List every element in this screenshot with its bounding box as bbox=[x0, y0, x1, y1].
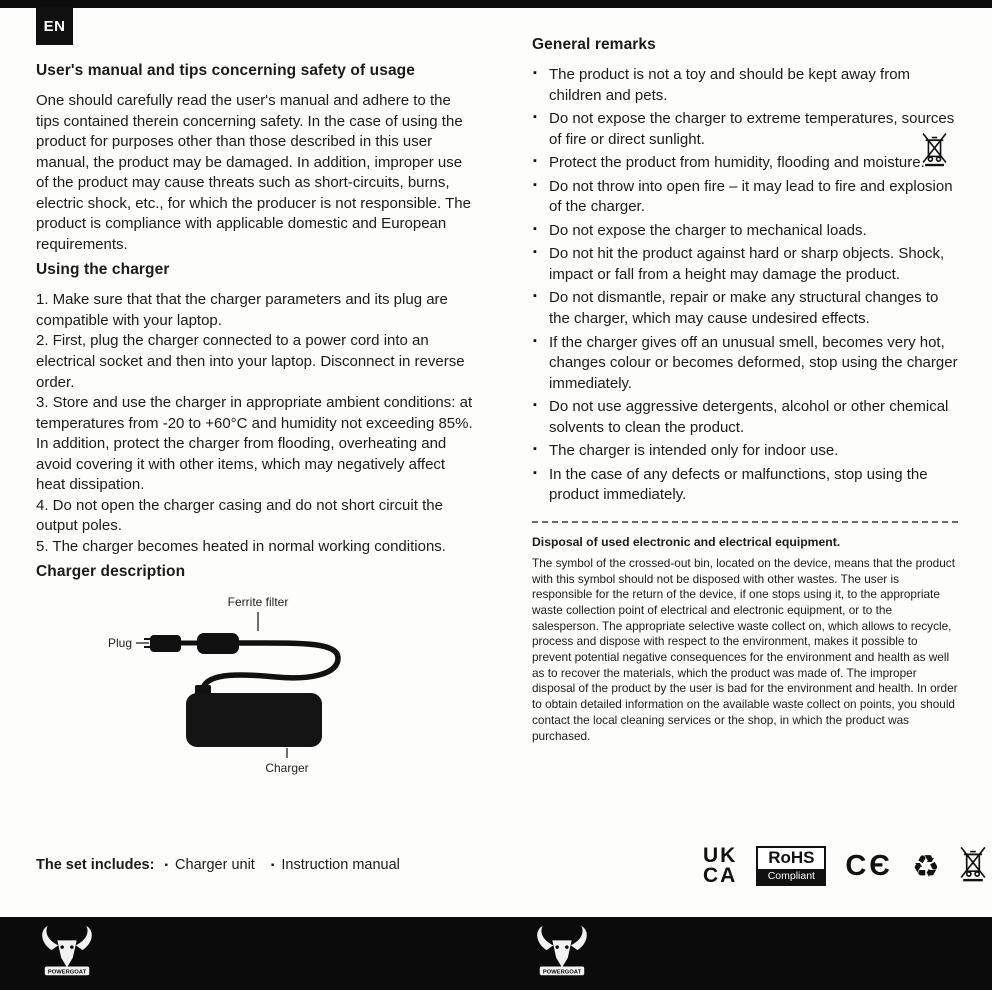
list-item: 1. Make sure that that the charger parameters and its plug are compatible with your laptop. bbox=[36, 291, 448, 329]
weee-bin-icon bbox=[921, 131, 948, 172]
powergoat-logo bbox=[533, 923, 591, 986]
ukca-mark-top: UK bbox=[703, 844, 738, 868]
set-includes-item-text: Instruction manual bbox=[281, 857, 400, 873]
general-remarks-list bbox=[532, 65, 958, 506]
dashed-divider bbox=[532, 521, 958, 523]
disposal-section bbox=[532, 535, 958, 744]
set-includes-row bbox=[36, 857, 412, 873]
using-charger-heading: Using the charger bbox=[36, 261, 170, 279]
using-charger-list bbox=[36, 290, 474, 557]
powergoat-logo-text: POWERGOAT bbox=[542, 969, 582, 976]
bullet-item: ▪ If the charger gives off an unusual smell, becomes very hot, changes colour or becomes deformed, stop using the charger immediately. bbox=[532, 333, 958, 395]
disposal-paragraph: The symbol of the crossed-out bin, located on the device, means that the product with this symbol should not be disposed with other wastes. The user is responsible for the return of the device, if one stops using it, to the appropriate waste collection point of electrical and electronic equipment, or to the salesperson. The appropriate selective waste collect on, which allows to recycle, process and dispose with respect to the environment, makes it possible to prevent potential negative consequences for the environment and health as well as to recover the materials, which the product was made of. The improper disposal of the product by the user is bad for the environment and health. In order to obtain detailed information on the available waste collect on points, you should contact the local cleaning services or the shop, in which the product was purchased. bbox=[532, 555, 958, 743]
bullet-item: ▪ Protect the product from humidity, flooding and moisture. bbox=[532, 153, 958, 174]
list-item: 4. Do not open the charger casing and do not short circuit the output poles. bbox=[36, 496, 443, 535]
ukca-mark bbox=[703, 846, 737, 886]
set-includes-item bbox=[271, 857, 400, 873]
weee-bin-icon bbox=[959, 845, 987, 887]
bullet-item: ▪ In the case of any defects or malfunctions, stop using the product immediately. bbox=[532, 465, 958, 506]
list-item: 3. Store and use the charger in appropriate ambient conditions: at temperatures from -20 to +60°C and humidity not exceeding 85%. In addition, protect the charger from flooding, overheating and avoid covering it with other items, which may negatively affect heat dissipation. bbox=[36, 394, 473, 494]
rohs-mark bbox=[756, 846, 826, 885]
charger-brick-shape bbox=[186, 693, 322, 747]
disposal-heading: Disposal of used electronic and electrical equipment. bbox=[532, 534, 841, 549]
safety-heading: User's manual and tips concerning safety of usage bbox=[36, 62, 415, 79]
left-column bbox=[36, 62, 474, 780]
rohs-mark-subtitle: Compliant bbox=[758, 869, 824, 884]
powergoat-logo bbox=[38, 923, 96, 986]
bullet-item: ▪ Do not use aggressive detergents, alcohol or other chemical solvents to clean the product. bbox=[532, 397, 958, 438]
bullet-item: ▪ Do not hit the product against hard or sharp objects. Shock, impact or fall from a height may damage the product. bbox=[532, 244, 958, 285]
set-includes-item-text: Charger unit bbox=[175, 857, 255, 873]
plug-label: Plug bbox=[107, 636, 132, 651]
safety-paragraph: One should carefully read the user's manual and adhere to the tips contained therein concerning safety. In the case of using the product for purposes other than those described in this user manual, the product may be damaged. In addition, improper use of the product may cause threats such as short-circuits, burns, electric shock, etc., for which the producer is not responsible. The product is compliance with applicable domestic and European requirements. bbox=[36, 92, 471, 253]
plug-shape bbox=[144, 635, 197, 652]
ukca-mark-bottom: CA bbox=[703, 864, 738, 887]
right-column bbox=[532, 36, 958, 744]
charger-diagram bbox=[36, 592, 476, 780]
list-item: 2. First, plug the charger connected to a power cord into an electrical socket and then into your laptop. Disconnect in reverse order. bbox=[36, 332, 465, 391]
bullet-item: ▪ Do not expose the charger to mechanical loads. bbox=[532, 221, 958, 242]
language-badge-label: EN bbox=[43, 17, 66, 35]
ferrite-filter-shape bbox=[197, 633, 239, 654]
language-badge bbox=[36, 7, 73, 45]
bullet-item: ▪ The product is not a toy and should be kept away from children and pets. bbox=[532, 65, 958, 106]
bullet-item: ▪ Do not throw into open fire – it may lead to fire and explosion of the charger. bbox=[532, 177, 958, 218]
powergoat-logo-text: POWERGOAT bbox=[47, 969, 87, 976]
bullet-item: ▪ The charger is intended only for indoor use. bbox=[532, 441, 958, 462]
set-includes-item bbox=[164, 857, 254, 873]
charger-description-heading: Charger description bbox=[36, 563, 186, 581]
charger-label: Charger bbox=[265, 761, 309, 776]
recycle-icon: ♻ bbox=[911, 848, 940, 884]
charger-diagram-art bbox=[36, 592, 476, 780]
general-remarks-heading: General remarks bbox=[532, 36, 656, 53]
bullet-item: ▪ Do not expose the charger to extreme temperatures, sources of fire or direct sunlight. bbox=[532, 109, 958, 150]
footer-bar bbox=[0, 917, 992, 990]
bullet-item: ▪ Do not dismantle, repair or make any structural changes to the charger, which may cause undesired effects. bbox=[532, 288, 958, 329]
ce-mark: CЄ bbox=[845, 849, 893, 882]
ferrite-filter-label: Ferrite filter bbox=[227, 595, 289, 610]
list-item: 5. The charger becomes heated in normal working conditions. bbox=[36, 537, 446, 555]
top-black-strip bbox=[0, 0, 992, 8]
set-includes-label: The set includes: bbox=[36, 857, 155, 873]
rohs-mark-title: RoHS bbox=[758, 848, 824, 868]
compliance-marks-row bbox=[703, 845, 987, 887]
